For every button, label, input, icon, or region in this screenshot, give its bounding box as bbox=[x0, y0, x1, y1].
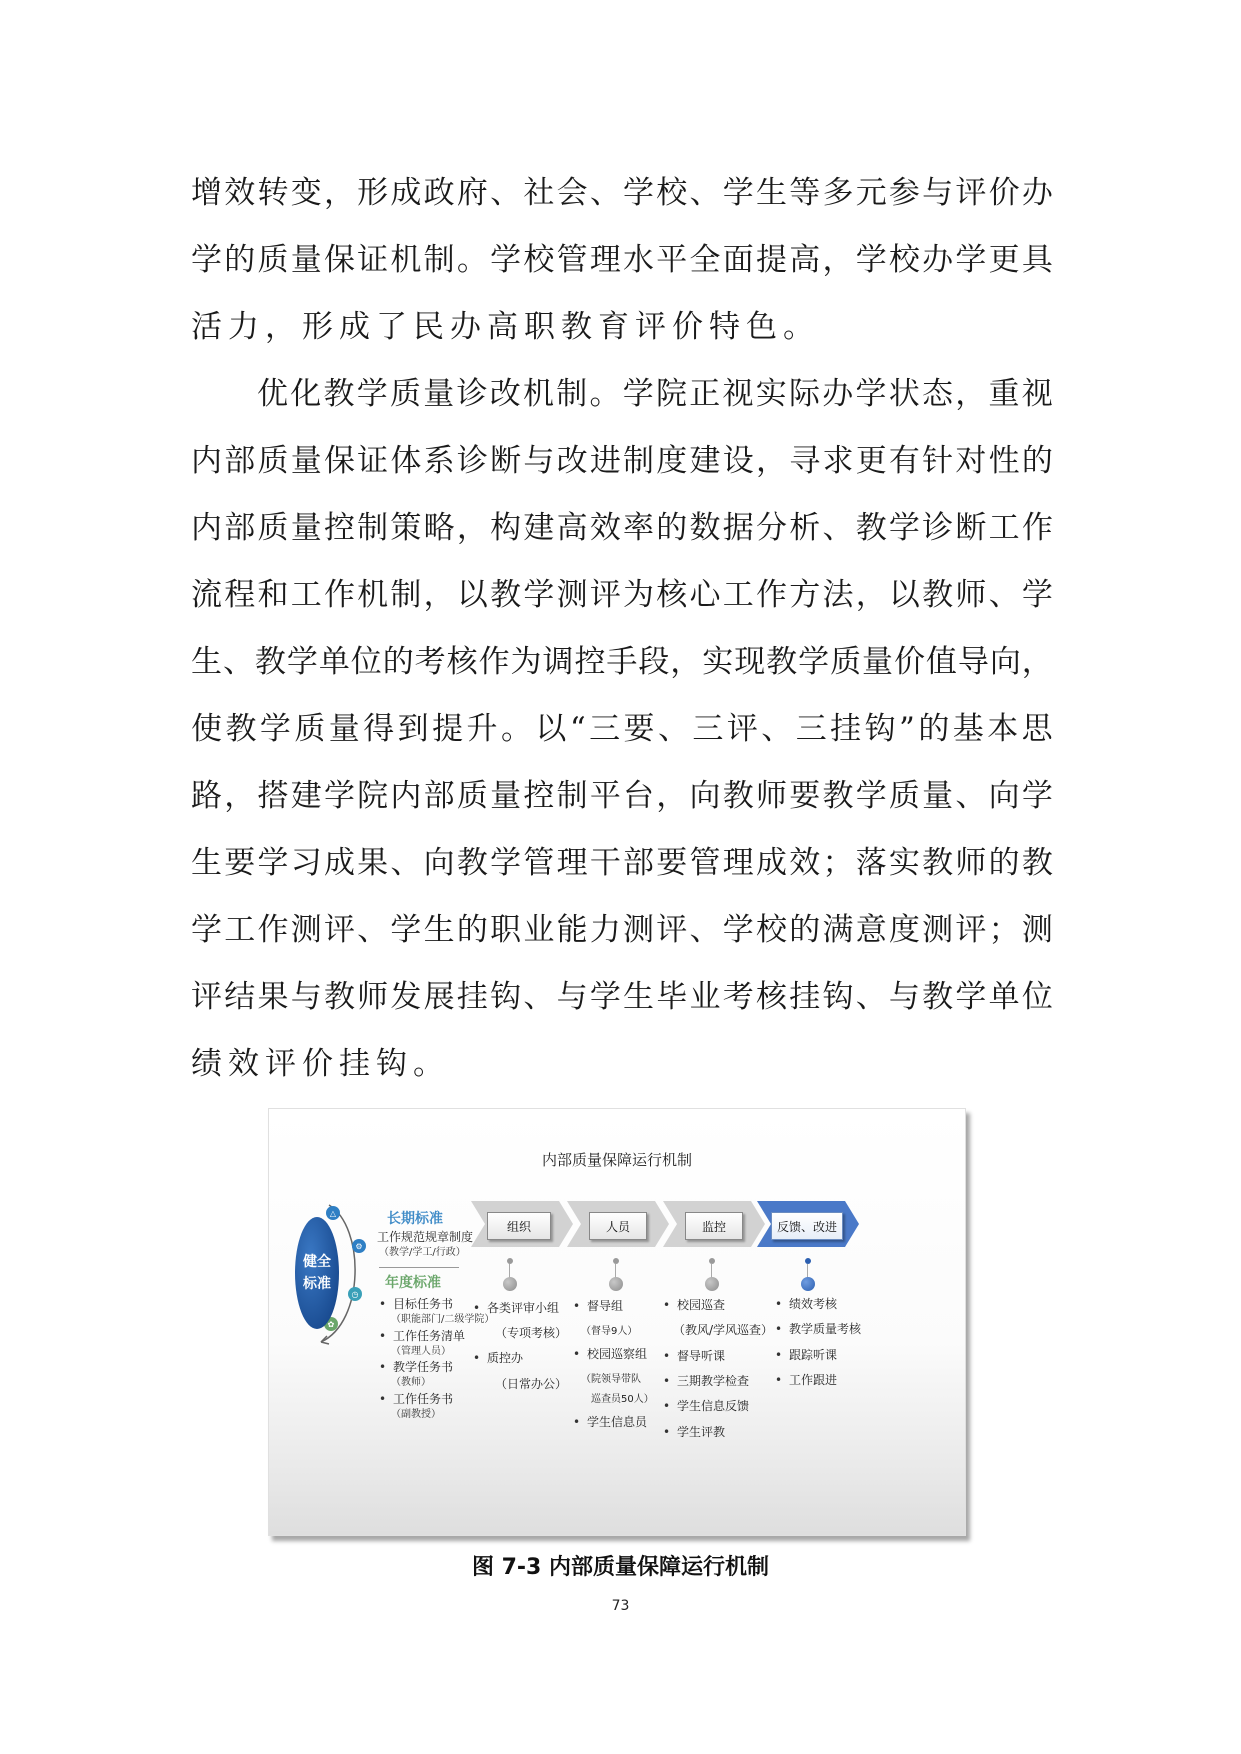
feedback-item: 工作跟进 bbox=[789, 1373, 838, 1387]
personnel-item: （院领导带队 bbox=[581, 1374, 641, 1385]
text-line: 评 结 果 与 教 师 发 展 挂 钩 、 与 学 生 毕 业 考 核 挂 钩 、 与 教 学 单 位 bbox=[191, 979, 1053, 1015]
personnel-item: 巡查员50人） bbox=[591, 1394, 654, 1405]
chevron-feedback bbox=[757, 1201, 859, 1247]
personnel-item: 督导组 bbox=[587, 1299, 624, 1313]
text-line: 生 要 学 习 成 果 、 向 教 学 管 理 干 部 要 管 理 成 效 ； 落 实 教 师 的 教 bbox=[191, 845, 1053, 881]
personnel-item: 校园巡察组 bbox=[587, 1347, 648, 1361]
long-term-sub: （教学/学工/行政） bbox=[379, 1247, 466, 1258]
long-term-item: 工作规范规章制度 bbox=[377, 1230, 474, 1244]
organization-item: （专项考核） bbox=[495, 1326, 568, 1340]
annual-item-sub: （管理人员） bbox=[391, 1346, 451, 1357]
quality-mechanism-figure: 内部质量保障运行机制 △ ⚙ ◷ ✿ 健全 标准 长期标准 工作规范规章制度 （教学/学工/行政） 年度标准 • 目标任务书 （职能部门/二级学院） • 工作任务清单 （管理人员） • 教学任务书 （教师） • 工作任务书 （副教授） 组织 人员 监控 反馈、改进 • 各类评审小组 （专项考核） • 质控办 （日常办公） • 督导组 （督导9人） • 校园巡察组 （院领导带队 巡查员50人） • 学生信息员 • 校园巡查 （教风/学风巡查） • 督导听课 • 三期教学检查 • 学生信息反馈 • 学生评教 • 绩效考核 • 教学质量考核 • 跟踪听课 • 工作跟进 bbox=[268, 1108, 966, 1536]
organization-item: 各类评审小组 bbox=[487, 1301, 560, 1315]
text-line: 生 、 教 学 单 位 的 考 核 作 为 调 控 手 段 ， 实 现 教 学 质 量 价 值 导 向 ， bbox=[191, 644, 1053, 680]
header-feedback: 反馈、改进 bbox=[771, 1212, 843, 1240]
header-organization: 组织 bbox=[487, 1212, 551, 1240]
gear-icon: ⚙ bbox=[352, 1239, 366, 1253]
annual-item-sub: （职能部门/二级学院） bbox=[391, 1314, 495, 1325]
text-line: 活 力 ， 形 成 了 民 办 高 职 教 育 评 价 特 色 。 bbox=[191, 309, 820, 345]
annual-item: 工作任务清单 bbox=[393, 1329, 466, 1343]
person-icon: △ bbox=[326, 1206, 340, 1220]
chevron-monitoring bbox=[663, 1201, 765, 1247]
feedback-item: 教学质量考核 bbox=[789, 1322, 862, 1336]
monitoring-item: 校园巡查 bbox=[677, 1298, 726, 1312]
clock-icon: ◷ bbox=[348, 1287, 362, 1301]
text-line: 学 的 质 量 保 证 机 制 。 学 校 管 理 水 平 全 面 提 高 ， 学 校 办 学 更 具 bbox=[191, 242, 1053, 278]
divider bbox=[379, 1267, 459, 1268]
text-line: 内 部 质 量 控 制 策 略 ， 构 建 高 效 率 的 数 据 分 析 、 教 学 诊 断 工 作 bbox=[191, 510, 1053, 546]
text-line: 增 效 转 变 ， 形 成 政 府 、 社 会 、 学 校 、 学 生 等 多 元 参 与 评 价 办 bbox=[191, 175, 1053, 211]
organization-item: 质控办 bbox=[487, 1351, 524, 1365]
sound-standard-ellipse bbox=[295, 1217, 339, 1329]
organization-item: （日常办公） bbox=[495, 1377, 568, 1391]
annual-item-sub: （教师） bbox=[391, 1377, 431, 1388]
annual-heading: 年度标准 bbox=[385, 1275, 441, 1291]
ellipse-line1: 健全 bbox=[303, 1254, 331, 1270]
annual-item: 工作任务书 bbox=[393, 1392, 454, 1406]
text-line: 路 ， 搭 建 学 院 内 部 质 量 控 制 平 台 ， 向 教 师 要 教 学 质 量 、 向 学 bbox=[191, 778, 1053, 814]
monitoring-item: 督导听课 bbox=[677, 1349, 726, 1363]
personnel-item: 学生信息员 bbox=[587, 1415, 648, 1429]
monitoring-item: 三期教学检查 bbox=[677, 1374, 750, 1388]
personnel-item: （督导9人） bbox=[581, 1326, 638, 1337]
text-line: 优 化 教 学 质 量 诊 改 机 制 。 学 院 正 视 实 际 办 学 状 态 ， 重 视 bbox=[257, 376, 1053, 412]
body-text bbox=[191, 160, 1053, 1098]
leaf-icon: ✿ bbox=[324, 1317, 338, 1331]
page-number: 73 bbox=[611, 1598, 630, 1614]
text-line: 学 工 作 测 评 、 学 生 的 职 业 能 力 测 评 、 学 校 的 满 意 度 测 评 ； 测 bbox=[191, 912, 1053, 948]
header-monitoring: 监控 bbox=[685, 1212, 743, 1240]
monitoring-item: 学生信息反馈 bbox=[677, 1399, 750, 1413]
feedback-item: 绩效考核 bbox=[789, 1297, 838, 1311]
chevron-personnel bbox=[567, 1201, 669, 1247]
annual-item-sub: （副教授） bbox=[391, 1409, 441, 1420]
text-line: 绩 效 评 价 挂 钩 。 bbox=[191, 1046, 450, 1082]
chevron-organization bbox=[471, 1201, 573, 1247]
figure-caption: 图 7-3 内部质量保障运行机制 bbox=[471, 1555, 770, 1580]
monitoring-item: 学生评教 bbox=[677, 1425, 726, 1439]
text-line: 使 教 学 质 量 得 到 提 升 。 以 “ 三 要 、 三 评 、 三 挂 钩 ” 的 基 本 思 bbox=[191, 711, 1053, 747]
figure-title: 内部质量保障运行机制 bbox=[541, 1151, 692, 1169]
header-personnel: 人员 bbox=[589, 1212, 647, 1240]
annual-item: 目标任务书 bbox=[393, 1297, 454, 1311]
long-term-heading: 长期标准 bbox=[387, 1211, 443, 1227]
feedback-item: 跟踪听课 bbox=[789, 1348, 838, 1362]
monitoring-item: （教风/学风巡查） bbox=[673, 1323, 774, 1337]
text-line: 流 程 和 工 作 机 制 ， 以 教 学 测 评 为 核 心 工 作 方 法 ， 以 教 师 、 学 bbox=[191, 577, 1053, 613]
annual-item: 教学任务书 bbox=[393, 1360, 454, 1374]
text-line: 内 部 质 量 保 证 体 系 诊 断 与 改 进 制 度 建 设 ， 寻 求 更 有 针 对 性 的 bbox=[191, 443, 1053, 479]
ellipse-line2: 标准 bbox=[303, 1276, 331, 1292]
